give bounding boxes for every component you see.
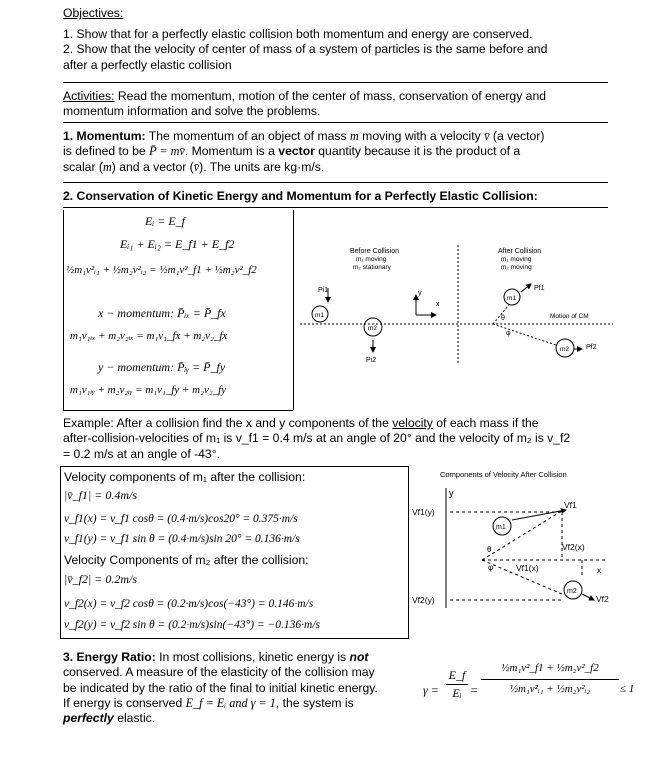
equation-box-bottom [63,410,293,411]
y-label: y [449,488,454,498]
equation-y-momentum: y − momentum: P̄ᵢᵧ = P̄_fy [98,360,226,374]
objective-2a: 2. Show that the velocity of center of mass of a system of particles is the same before and [63,42,548,57]
objective-1: 1. Show that for a perfectly elastic collision both momentum and energy are conserved. [63,27,533,41]
m2-magnitude: |v̄_f2| = 0.2m/s [64,572,138,586]
components-box-top [60,466,408,467]
equation-energy-sum: Eᵢ₁ + Eᵢ₂ = E_f1 + E_f2 [120,237,235,251]
cm-label: Motion of CM [550,313,589,320]
x-label: x [597,565,602,575]
m1-x-component: v_f1(x) = v_f1 cosθ = (0.4·m/s)cos20° = 0.375·m/s [64,513,298,525]
m1-y-component: v_f1(y) = v_f1 sin θ = (0.4·m/s)sin 20° = 0.136·m/s [64,533,300,545]
vf2-label: Vf2 [596,594,609,604]
divider [63,207,608,208]
components-box-right [408,466,409,639]
components-box-left [60,466,61,639]
after-title: After Collision [498,248,542,255]
vf1-arrow [512,510,566,520]
m2-path [493,324,556,345]
example: Example: After a collision find the x and y components of the velocity of each mass if the after-collision-velocities of m₁ is v_f1 = 0.4 m/s at an angle of 20° and the velocity of m₂ is v_f2 = 0.2 m/s at an angle of -43°. [63,416,571,461]
energy-ratio: E_f Eᵢ [446,668,468,701]
pf1-label: Pf1 [534,285,545,292]
vf2x-label: Vf2(x) [562,542,585,552]
equation-y-components: m₁v₁ᵢᵧ + m₂v₂ᵢᵧ = m₁v₁_fy + m₂v₂_fy [70,384,227,396]
m2-y-component: v_f2(y) = v_f2 sin θ = (0.2·m/s)sin(−43°) = −0.136·m/s [64,619,321,631]
y-label: y [418,290,422,297]
divider [63,122,608,123]
theta-label: θ [501,315,505,322]
m2-x-component: v_f2(x) = v_f2 cosθ = (0.2·m/s)cos(−43°) = 0.146·m/s [64,598,314,610]
equation-box-left [63,210,64,410]
phi-label: φ [506,330,511,337]
m2-label: m2 [368,325,378,332]
pf1-arrow [521,284,531,292]
before-line2: m₂ stationary [353,264,391,271]
theta-label: θ [487,545,492,554]
section2-title: 2. Conservation of Kinetic Energy and Momentum for a Perfectly Elastic Collision: [63,189,538,203]
velocity-components-diagram [412,468,620,618]
divider [63,82,608,83]
components-box-bottom [60,638,408,639]
m2-label: m2 [567,588,577,595]
phi-label: φ [488,563,494,572]
diagram2-title: Components of Velocity After Collision [440,470,567,479]
pi2-label: Pi2 [366,357,377,364]
objectives-list [63,27,623,73]
vf2y-label: Vf2(y) [412,595,435,605]
equation-energy: Eᵢ = E_f [145,214,185,228]
m1-label: m1 [496,524,506,531]
m1-after-label: m1 [507,295,517,302]
momentum-section: 1. Momentum: The momentum of an object of mass m moving with a velocity v̄ (a vector) is defined to be P̄ = mv̄. Momentum is a vector quantity because it is the product of a scalar (m) and a vector (v̄). The units are kg·m/s. [63,129,545,174]
after-line1: m₁ moving [501,256,532,263]
vf1y-label: Vf1(y) [412,507,435,517]
before-title: Before Collision [350,248,400,255]
vf1-label: Vf1 [564,500,577,510]
m1-magnitude: |v̄_f1| = 0.4m/s [64,488,138,502]
m1-label: m1 [315,312,325,319]
pf2-label: Pf2 [586,344,597,351]
kinetic-ratio: ½m₁v²_f1 + ½m₂v²_f2 ½m₁v²ᵢ₁ + ½m₂v²ᵢ₂ [481,662,619,697]
equation-box-right [293,210,294,410]
after-line2: m₂ moving [501,264,532,271]
objective-2b: after a perfectly elastic collision [63,57,232,72]
m1-components-title: Velocity components of m₁ after the collision: [64,470,306,484]
leq-one: ≤ 1 [620,683,635,695]
x-label: x [436,301,440,308]
m2-after-label: m2 [560,346,570,353]
divider [63,182,608,183]
activities: Activities: Read the momentum, motion of the center of mass, conservation of energy and momentum information and solve the problems. [63,89,547,119]
collision-diagram [298,240,618,370]
before-line1: m₁ moving [356,256,387,263]
pi1-label: Pi1 [318,287,329,294]
equals-sign: = [470,683,479,697]
energy-section: 3. Energy Ratio: In most collisions, kinetic energy is not conserved. A measure of the elasticity of the collision may be indicated by the ratio of the final to initial kinetic energy. If energy is conserved E_f = Eᵢ and γ = 1, the system is perfectly elastic. [63,650,378,725]
m2-components-title: Velocity Components of m₂ after the collision: [64,553,309,567]
gamma-label: γ = [423,683,439,697]
objectives-heading: Objectives: [63,6,124,20]
vf1x-label: Vf1(x) [516,563,539,573]
m1-path [482,512,560,560]
equation-x-momentum: x − momentum: P̄ᵢₓ = P̄_fx [98,306,226,320]
equation-kinetic: ½m₁v²ᵢ₁ + ½m₂v²ᵢ₂ = ½m₁v²_f1 + ½m₂v²_f2 [66,264,257,276]
equation-x-components: m₁v₁ᵢₓ + m₂v₂ᵢₓ = m₁v₁_fx + m₂v₂_fx [70,330,228,342]
vf2-arrow [582,594,594,600]
